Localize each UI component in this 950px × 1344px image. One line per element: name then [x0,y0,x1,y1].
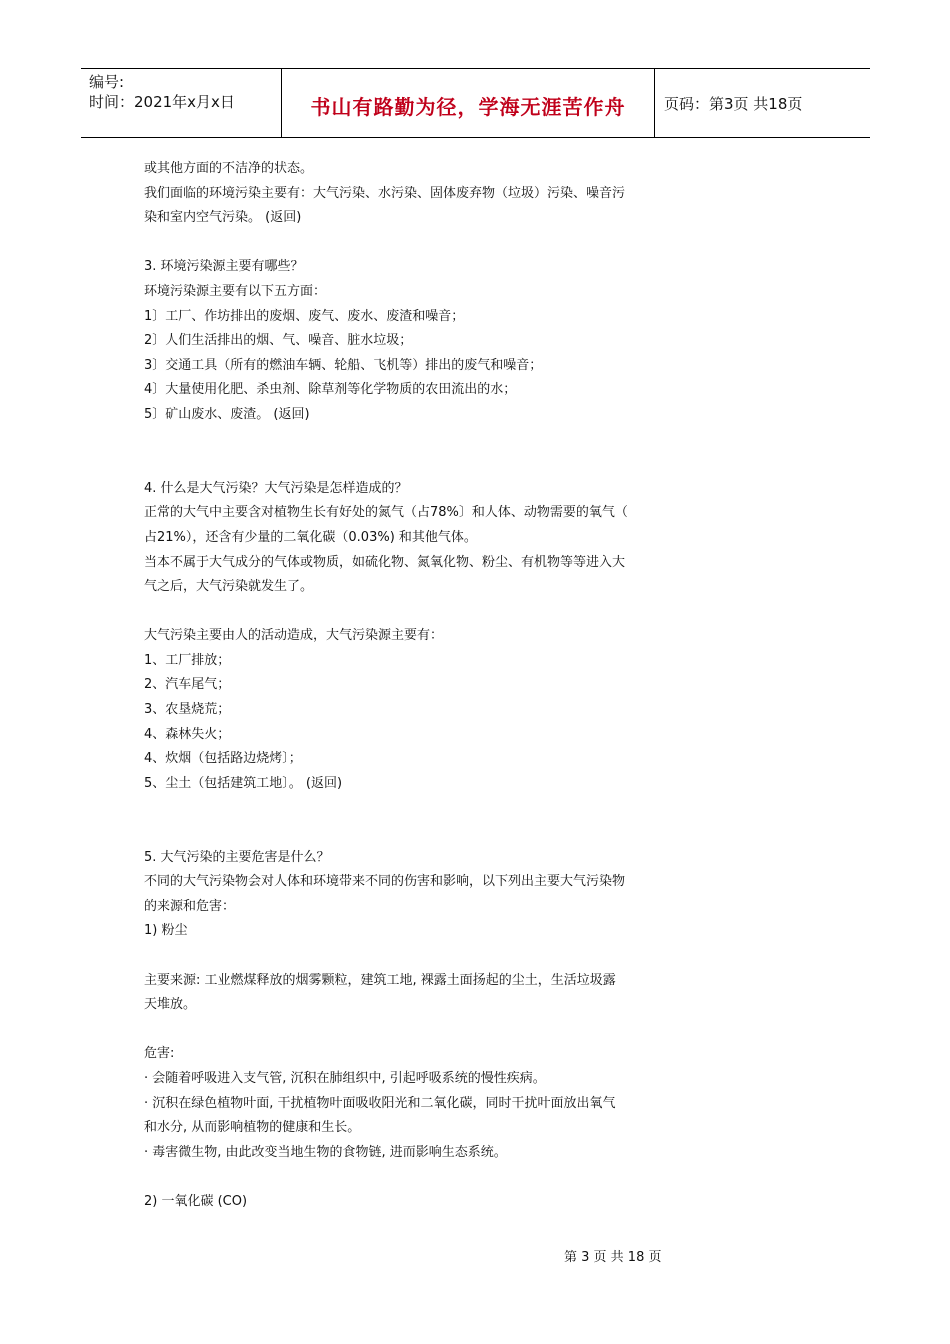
text-line: 气之后，大气污染就发生了。 [144,579,314,595]
text-line: 染和室内空气污染。 (返回) [144,210,302,226]
text-line: 的来源和危害： [144,898,236,914]
text-line: 4、炊烟（包括路边烧烤〕； [144,751,302,767]
header-page-number: 页码：第3页 共18页 [664,95,803,113]
text-line: 或其他方面的不洁净的状态。 [144,161,314,176]
text-line: 大气污染主要由人的活动造成，大气污染源主要有： [144,628,444,644]
text-line: 天堆放。 [144,997,197,1013]
document-number-label: 编号: [89,73,125,91]
header-pager-cell [654,69,870,137]
document-date: 时间：2021年x月x日 [89,93,235,111]
header-info-cell [81,69,281,137]
text-line: 危害: [144,1046,175,1062]
text-line: 2) 一氧化碳 (CO) [144,1193,248,1209]
text-line [144,600,704,625]
text-line: · 沉积在绿色植物叶面, 干扰植物叶面吸收阳光和二氧化碳，同时干扰叶面放出氧气 [144,1095,616,1111]
text-line: 3〕交通工具（所有的燃油车辆、轮船、飞机等）排出的废气和噪音； [144,357,543,373]
text-line: 4〕大量使用化肥、杀虫剂、除草剂等化学物质的农田流出的水； [144,382,517,398]
text-line [144,428,704,453]
text-line: 1、工厂排放； [144,652,231,668]
text-line: · 会随着呼吸进入支气管, 沉积在肺组织中, 引起呼吸系统的慢性疾病。 [144,1070,546,1086]
text-line: 当本不属于大气成分的气体或物质，如硫化物、氮氧化物、粉尘、有机物等等进入大 [144,554,626,570]
text-line: 5〕矿山废水、废渣。 (返回) [144,406,310,422]
text-line: · 毒害微生物, 由此改变当地生物的食物链, 进而影响生态系统。 [144,1144,507,1160]
text-line [144,944,704,969]
header-motto-cell [281,69,655,137]
text-line: 我们面临的环境污染主要有：大气污染、水污染、固体废弃物（垃圾）污染、噪音污 [144,185,626,201]
text-line: 2〕人们生活排出的烟、气、噪音、脏水垃圾； [144,333,413,349]
page-footer: 第 3 页 共 18 页 [564,1250,662,1265]
text-line: 占21%），还含有少量的二氧化碳（0.03%) 和其他气体。 [144,529,477,545]
text-line [144,796,704,821]
text-line: 5、尘土（包括建筑工地〕。 (返回) [144,775,343,791]
text-line [144,452,704,477]
header-motto: 书山有路勤为径，学海无涯苦作舟 [310,95,626,119]
page-header [81,68,870,138]
text-line [144,1018,704,1043]
text-line: 主要来源: 工业燃煤释放的烟雾颗粒，建筑工地, 裸露土面扬起的尘土，生活垃圾露 [144,972,616,988]
text-line: 1〕工厂、作坊排出的废烟、废气、废水、废渣和噪音； [144,308,465,324]
text-line: 正常的大气中主要含对植物生长有好处的氮气（占78%〕和人体、动物需要的氧气（ [144,505,628,521]
text-line: 2、汽车尾气； [144,677,231,693]
text-line [144,1165,704,1190]
text-line: 3. 环境污染源主要有哪些？ [144,259,304,275]
text-line: 5. 大气污染的主要危害是什么？ [144,849,330,865]
text-line: 不同的大气污染物会对人体和环境带来不同的伤害和影响，以下列出主要大气污染物 [144,874,626,890]
text-line [144,231,704,256]
document-body [144,157,704,1215]
text-line: 环境污染源主要有以下五方面： [144,283,327,299]
text-line [144,821,704,846]
text-line: 3、农垦烧荒； [144,702,231,718]
text-line: 4. 什么是大气污染？大气污染是怎样造成的？ [144,480,408,496]
text-line: 1) 粉尘 [144,923,188,939]
text-line: 4、森林失火； [144,726,231,742]
text-line: 和水分, 从而影响植物的健康和生长。 [144,1120,361,1136]
